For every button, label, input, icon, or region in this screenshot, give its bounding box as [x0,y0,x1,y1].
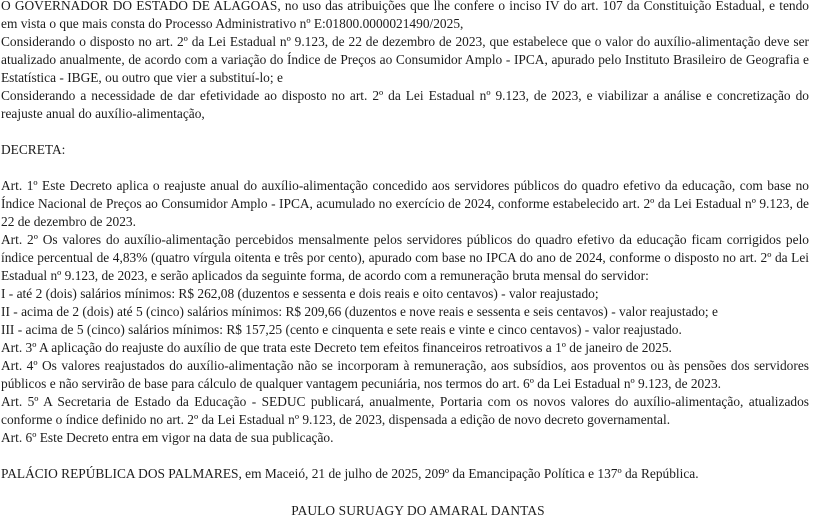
decreta-heading: DECRETA: [1,142,66,157]
preamble-considerando-1: Considerando o disposto no art. 2º da Lei Estadual nº 9.123, de 22 de dezembro de 2023, que estabelece que o valor do auxílio-alimentação deve ser atualizado anualmente, de acordo com a variação do Índice de Preços ao Consumidor Amplo - IPCA, apurado pelo Instituto Brasileiro de Geografia e Estatística - IBGE, ou outro que vier a substituí-lo; e [1,34,809,85]
article-2-item-ii: II - acima de 2 (dois) até 5 (cinco) salários mínimos: R$ 209,66 (duzentos e nove reais e sessenta e seis centavos) - valor reajustado; e [1,304,718,319]
preamble-considerando-2: Considerando a necessidade de dar efetividade ao disposto no art. 2º da Lei Estadual nº 9.123, de 2023, e viabilizar a análise e concretização do reajuste anual do auxílio-alimentação, [1,88,809,121]
closing-statement: PALÁCIO REPÚBLICA DOS PALMARES, em Maceió, 21 de julho de 2025, 209º da Emancipação Política e 137º da República. [1,466,699,481]
article-3: Art. 3º A aplicação do reajuste do auxílio de que trata este Decreto tem efeitos financeiros retroativos a 1º de janeiro de 2025. [1,340,672,355]
article-2-item-iii: III - acima de 5 (cinco) salários mínimos: R$ 157,25 (cento e cinquenta e sete reais e vinte e cinco centavos) - valor reajustado. [1,322,682,337]
article-2: Art. 2º Os valores do auxílio-alimentação percebidos mensalmente pelos servidores públicos do quadro efetivo da educação ficam corrigidos pelo índice percentual de 4,83% (quatro vírgula oitenta e três por cento), apurado com base no IPCA do ano de 2024, conforme o disposto no art. 2º da Lei Estadual nº 9.123, de 2023, e serão aplicados da seguinte forma, de acordo com a remuneração bruta mensal do servidor: [1,232,809,283]
article-2-item-i: I - até 2 (dois) salários mínimos: R$ 262,08 (duzentos e sessenta e dois reais e oito centavos) - valor reajustado; [1,286,599,301]
article-4: Art. 4º Os valores reajustados do auxílio-alimentação não se incorporam à remuneração, aos subsídios, aos proventos ou às pensões dos servidores públicos e não servirão de base para cálculo de qualquer vantagem pecuniária, nos termos do art. 6º da Lei Estadual nº 9.123, de 2023. [1,358,809,391]
article-6: Art. 6º Este Decreto entra em vigor na data de sua publicação. [1,430,334,445]
signature-name: PAULO SURUAGY DO AMARAL DANTAS [291,503,545,518]
article-1: Art. 1º Este Decreto aplica o reajuste anual do auxílio-alimentação concedido aos servidores públicos do quadro efetivo da educação, com base no Índice Nacional de Preços ao Consumidor Amplo - IPCA, acumulado no exercício de 2024, conforme estabelecido art. 2º da Lei Estadual nº 9.123, de 22 de dezembro de 2023. [1,178,809,229]
article-5: Art. 5º A Secretaria de Estado da Educação - SEDUC publicará, anualmente, Portaria com os novos valores do auxílio-alimentação, atualizados conforme o índice definido no art. 2º da Lei Estadual nº 9.123, de 2023, dispensada a edição de novo decreto governamental. [1,394,809,427]
preamble-governor: O GOVERNADOR DO ESTADO DE ALAGOAS, no uso das atribuições que lhe confere o inciso IV do art. 107 da Constituição Estadual, e tendo em vista o que mais consta do Processo Administrativo nº E:01800.0000021490/2025, [1,0,809,31]
